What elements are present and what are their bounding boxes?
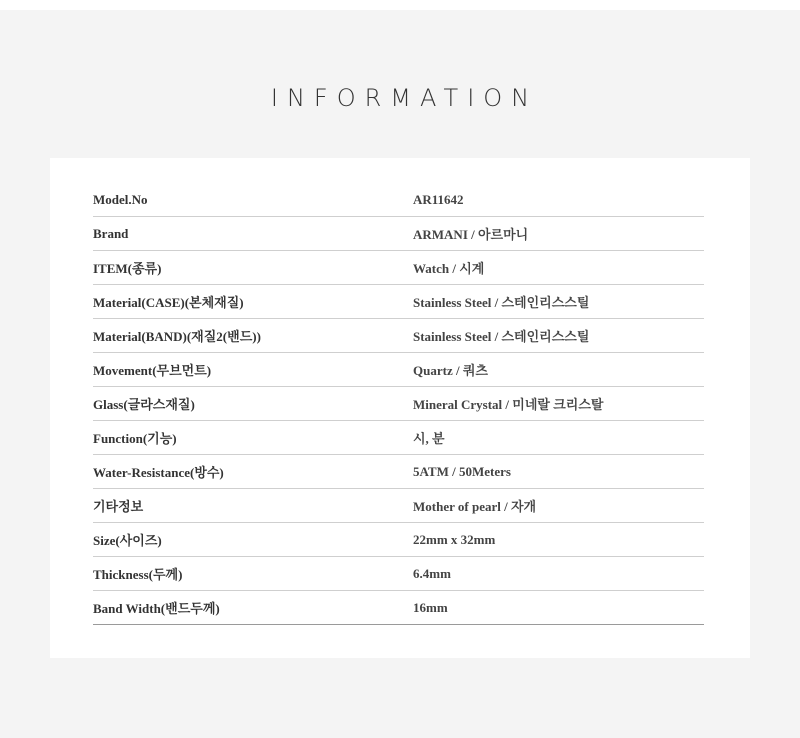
row-label: Model.No bbox=[93, 191, 148, 207]
row-label: ITEM(종류) bbox=[93, 261, 162, 276]
row-value: Quartz / 쿼츠 bbox=[413, 363, 488, 378]
table-row bbox=[93, 251, 704, 285]
row-label: Movement(무브먼트) bbox=[93, 363, 212, 378]
row-value: 6.4mm bbox=[413, 565, 451, 581]
row-label: Water-Resistance(방수) bbox=[93, 465, 224, 480]
row-value: Mother of pearl / 자개 bbox=[413, 499, 537, 514]
table-row bbox=[93, 455, 704, 489]
row-value: ARMANI / 아르마니 bbox=[413, 227, 529, 242]
table-row bbox=[93, 217, 704, 251]
row-value: 시, 분 bbox=[413, 431, 445, 446]
row-value: Mineral Crystal / 미네랄 크리스탈 bbox=[413, 397, 604, 412]
spec-table bbox=[93, 183, 704, 625]
row-label: Size(사이즈) bbox=[93, 533, 162, 548]
table-row bbox=[93, 353, 704, 387]
info-card bbox=[50, 158, 750, 658]
row-label: Thickness(두께) bbox=[93, 567, 183, 582]
row-value: 16mm bbox=[413, 599, 448, 615]
row-value: Watch / 시계 bbox=[413, 261, 485, 276]
row-value: Stainless Steel / 스테인리스스틸 bbox=[413, 329, 590, 344]
table-row bbox=[93, 421, 704, 455]
row-value: Stainless Steel / 스테인리스스틸 bbox=[413, 295, 590, 310]
row-label: Band Width(밴드두께) bbox=[93, 601, 220, 616]
table-row bbox=[93, 557, 704, 591]
row-label: Glass(글라스재질) bbox=[93, 397, 195, 412]
row-label: 기타정보 bbox=[93, 499, 144, 514]
table-row bbox=[93, 523, 704, 557]
table-row bbox=[93, 183, 704, 217]
table-row bbox=[93, 319, 704, 353]
page-title: INFORMATION bbox=[270, 84, 539, 112]
row-label: Function(기능) bbox=[93, 431, 177, 446]
row-label: Material(CASE)(본체재질) bbox=[93, 295, 244, 310]
row-value: 22mm x 32mm bbox=[413, 531, 496, 547]
row-label: Material(BAND)(재질2(밴드)) bbox=[93, 329, 261, 344]
row-value: AR11642 bbox=[413, 191, 464, 207]
table-row bbox=[93, 387, 704, 421]
row-value: 5ATM / 50Meters bbox=[413, 463, 511, 479]
table-row bbox=[93, 489, 704, 523]
row-label: Brand bbox=[93, 225, 129, 241]
table-row bbox=[93, 591, 704, 625]
table-row bbox=[93, 285, 704, 319]
